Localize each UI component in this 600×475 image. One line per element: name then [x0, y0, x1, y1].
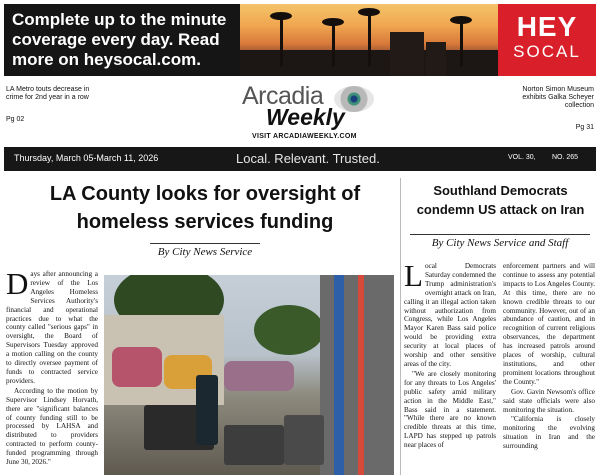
side-story-col1	[404, 258, 496, 451]
side-paragraph: Gov. Gavin Newsom's office said state officials were also monitoring the situation.	[503, 387, 595, 414]
side-byline: By City News Service and Staff	[410, 234, 590, 249]
main-byline: By City News Service	[150, 243, 260, 258]
teaser-left[interactable]	[6, 86, 96, 124]
side-paragraph: "California is closely monitoring the evolving situation in Iran and the surrounding	[503, 415, 595, 451]
teaser-right-text: Norton Simon Museum exhibits Galka Scheyer collection	[522, 86, 594, 109]
logo-top: Arcadia	[242, 82, 324, 110]
ad-banner[interactable]	[4, 4, 596, 76]
date-bar	[4, 147, 596, 171]
logo-bottom: Weekly	[266, 104, 345, 130]
issue-date: Thursday, March 05-March 11, 2026	[14, 153, 159, 163]
teaser-right[interactable]	[504, 86, 594, 132]
ad-logo-line1: HEY	[516, 11, 578, 42]
side-headline[interactable]: Southland Democrats condemn US attack on Iran	[416, 183, 585, 217]
slogan: Local. Relevant. Trusted.	[236, 151, 380, 166]
hey-socal-logo	[498, 4, 596, 76]
arcadia-weekly-logo[interactable]	[238, 82, 388, 134]
ad-logo-line2: SOCAL	[513, 42, 581, 61]
ad-text: Complete up to the minute coverage every day. Read more on heysocal.com.	[12, 10, 227, 69]
main-dropcap: D	[6, 266, 29, 301]
column-divider	[400, 178, 401, 475]
teaser-left-text: LA Metro touts decrease in crime for 2nd year in a row	[6, 86, 90, 101]
side-paragraph: enforcement partners and will continue to assess any potential impacts to Los Angeles County. At this time, there are no known credible threats to our community. However, out of an abundance of caution, and in recognition of current religious observances, the department has increased patrols around places of worship, cultural institutions, and other prominent locations throughout the County."	[503, 262, 595, 386]
teaser-left-page: Pg 02	[6, 116, 25, 123]
side-paragraph: "We are closely monitoring for any threats to Los Angeles' public safety amid military action in the Middle East," Bass said in a statement. "While there are no known credible threats at this time, LAPD has stepped up patrols near places of	[404, 369, 496, 450]
visit-link[interactable]: VISIT ARCADIAWEEKLY.COM	[252, 133, 357, 140]
issue-number: NO. 265	[552, 154, 579, 161]
volume: VOL. 30,	[508, 154, 536, 161]
teaser-right-page: Pg 31	[575, 124, 594, 131]
side-story-col2	[503, 262, 595, 452]
main-paragraph: ays after announcing a review of the Los Angeles Homeless Services Authority's financial and operational practices due to what the county called "serious gaps" in oversight, the Board of Supervisors Tuesday approved a motion calling on the county to directly oversee payment of funds to contracted service providers.	[6, 270, 98, 385]
ad-sunset-photo	[240, 4, 502, 76]
side-dropcap: L	[404, 258, 423, 293]
main-story-body	[6, 266, 98, 468]
main-paragraph: According to the motion by Supervisor Lindsey Horvath, there are "significant balances of county funding still to be processed by LAHSA and distributed to providers contracted to perform county-funded programming through June 30, 2026."	[6, 386, 98, 467]
homeless-encampment-photo	[104, 275, 394, 475]
side-paragraph: ocal Democrats Saturday condemned the Trump administration's overnight attack on Iran, calling it an illegal action taken without authorization from Congress, while Los Angeles Mayor Karen Bass said police would be providing extra security at local places of worship and other sensitive areas of the city.	[404, 262, 496, 368]
main-headline[interactable]: LA County looks for oversight of homeless services funding	[49, 183, 361, 233]
